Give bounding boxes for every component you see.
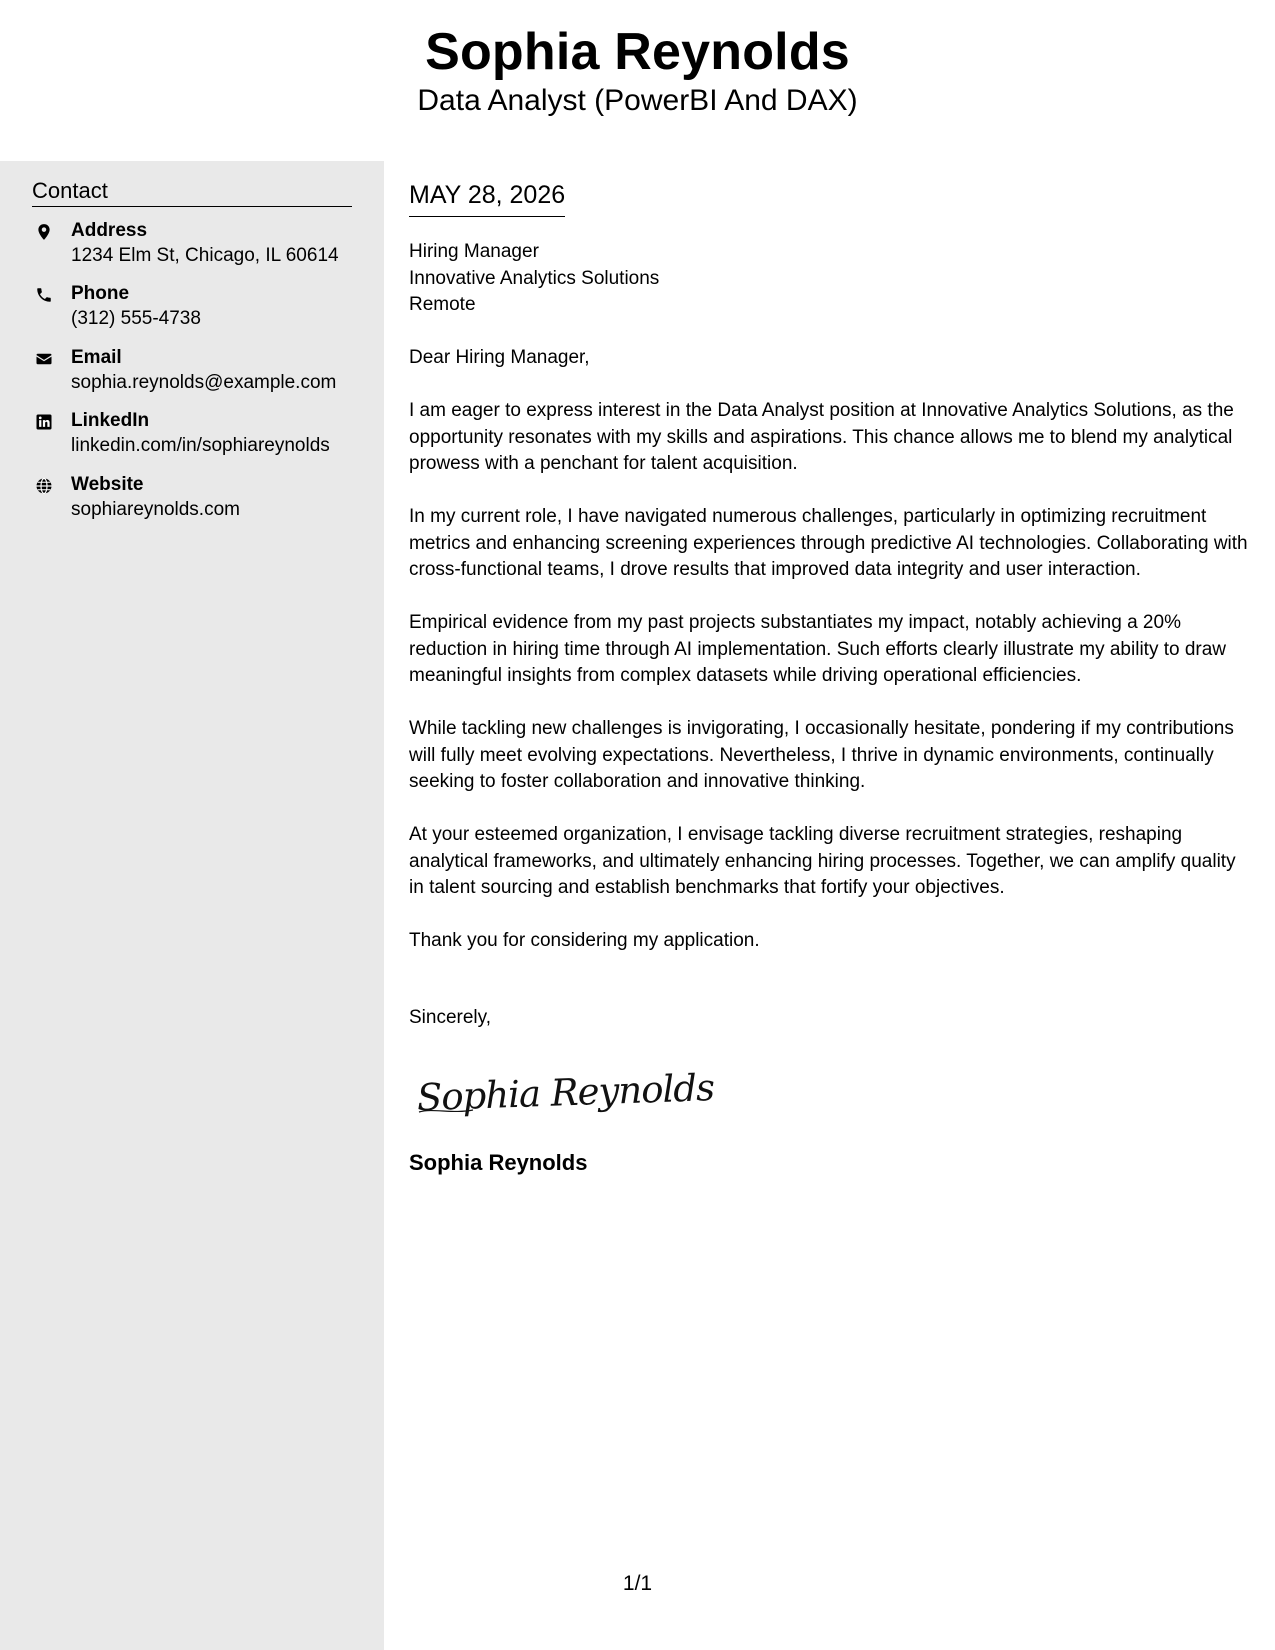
address-value: 1234 Elm St, Chicago, IL 60614	[71, 245, 339, 266]
applicant-name: Sophia Reynolds	[425, 23, 850, 81]
linkedin-link[interactable]: linkedin.com/in/sophiareynolds	[71, 435, 330, 457]
contact-item-address	[32, 219, 362, 282]
body-paragraph: Thank you for considering my application.	[409, 930, 760, 951]
letter-text	[409, 345, 1249, 981]
letter-date: MAY 28, 2026	[409, 179, 565, 217]
recipient-line: Innovative Analytics Solutions	[409, 267, 660, 289]
body-paragraph: Empirical evidence from my past projects substantiates my impact, notably achieving a 20% reduction in hiring time through AI implementation. Such efforts clearly illustrate my ability to draw meaningful insights from complex datasets while driving operational efficiencies.	[409, 612, 1227, 686]
page-number: 1/1	[622, 1572, 653, 1595]
globe-icon	[35, 477, 53, 495]
contact-heading: Contact	[32, 177, 352, 207]
recipient-line: Remote	[409, 294, 476, 315]
letter-header	[0, 0, 1275, 161]
email-link[interactable]: sophia.reynolds@example.com	[71, 371, 337, 393]
contact-sidebar	[0, 161, 384, 1650]
contact-list	[32, 219, 362, 536]
contact-label: Website	[71, 473, 144, 495]
contact-label: Address	[71, 220, 148, 241]
contact-item-linkedin	[32, 409, 362, 472]
closing: Sincerely,	[409, 1007, 492, 1028]
recipient-block	[409, 239, 659, 319]
phone-icon	[35, 286, 53, 304]
recipient-line: Hiring Manager	[409, 241, 539, 262]
contact-item-phone	[32, 282, 362, 345]
svg-text:Sophia Reynolds: Sophia Reynolds	[416, 1066, 715, 1120]
job-title: Data Analyst (PowerBI And DAX)	[417, 84, 858, 117]
body-paragraph: While tackling new challenges is invigorating, I occasionally hesitate, pondering if my contributions will fully meet evolving expectations. Nevertheless, I thrive in dynamic environments, continually seeking to foster collaboration and innovative thinking.	[409, 718, 1234, 792]
handwritten-signature	[413, 1056, 715, 1126]
phone-value: (312) 555-4738	[71, 308, 201, 330]
map-pin-icon	[35, 223, 53, 241]
body-paragraph: In my current role, I have navigated numerous challenges, particularly in optimizing recruitment metrics and enhancing screening experiences through predictive AI technologies. Collaborating with cross-functional teams, I drove results that improved data integrity and user interaction.	[409, 506, 1248, 580]
contact-label: LinkedIn	[71, 410, 150, 432]
contact-item-website	[32, 473, 362, 536]
salutation: Dear Hiring Manager,	[409, 347, 590, 368]
contact-label: Email	[71, 346, 122, 368]
website-link[interactable]: sophiareynolds.com	[71, 498, 240, 520]
signer-name: Sophia Reynolds	[409, 1150, 588, 1175]
linkedin-icon	[35, 413, 53, 431]
contact-item-email	[32, 346, 362, 409]
contact-label: Phone	[71, 283, 130, 305]
envelope-icon	[35, 350, 53, 368]
body-paragraph: At your esteemed organization, I envisage tackling diverse recruitment strategies, reshaping analytical frameworks, and ultimately enhancing hiring processes. Together, we can amplify quality in talent sourcing and establish benchmarks that fortify your objectives.	[409, 824, 1236, 898]
body-paragraph: I am eager to express interest in the Data Analyst position at Innovative Analytics Solutions, as the opportunity resonates with my skills and aspirations. This chance allows me to blend my analytical prowess with a penchant for talent acquisition.	[409, 400, 1234, 474]
